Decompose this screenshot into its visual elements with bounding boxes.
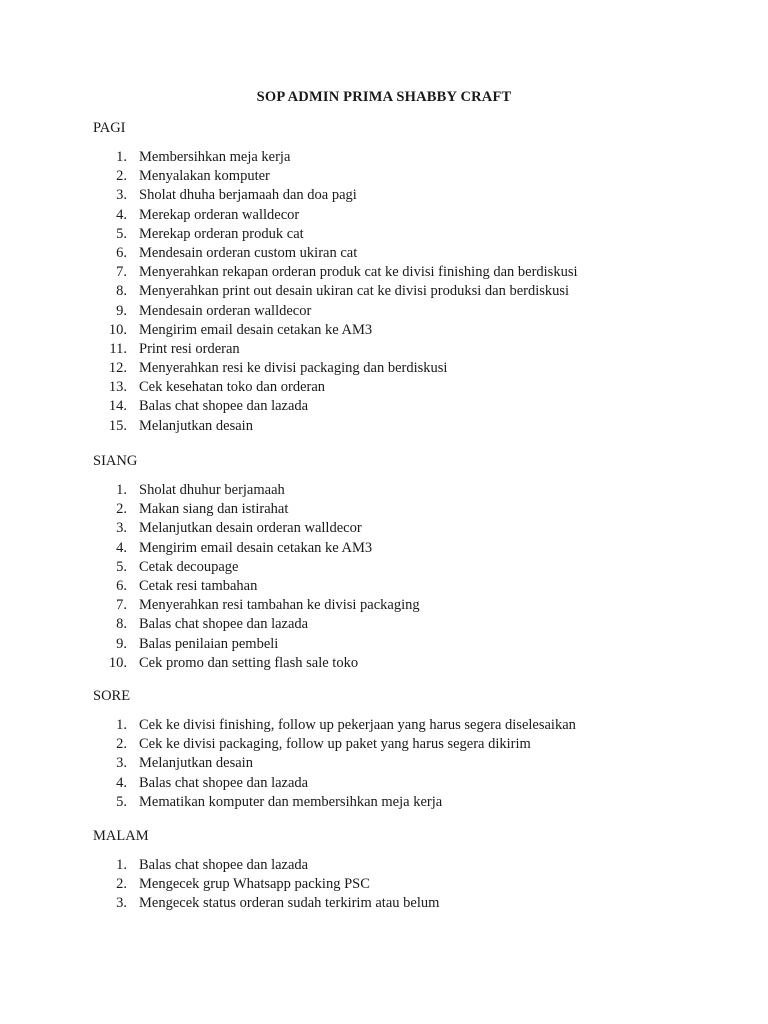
section-heading: SIANG: [93, 453, 138, 469]
item-number: 1.: [116, 857, 127, 873]
item-text: Membersihkan meja kerja: [139, 149, 291, 165]
item-number: 2.: [116, 501, 127, 518]
item-number: 9.: [116, 635, 127, 652]
item-number: 13.: [108, 379, 127, 396]
item-number: 8.: [116, 283, 127, 300]
item-text: Cek promo dan setting flash sale toko: [139, 654, 359, 671]
item-number: 6.: [116, 577, 127, 594]
item-text: Mengirim email desain cetakan ke AM3: [139, 539, 373, 556]
item-number: 2.: [116, 168, 127, 185]
item-number: 1.: [116, 717, 127, 733]
item-number: 15.: [108, 417, 127, 434]
item-text: Menyerahkan rekapan orderan produk cat ke divisi finishing dan berdiskusi: [139, 264, 578, 281]
item-text: Print resi orderan: [139, 340, 240, 357]
item-text: Mengecek grup Whatsapp packing PSC: [139, 876, 370, 893]
item-text: Merekap orderan walldecor: [139, 206, 300, 223]
item-number: 3.: [116, 520, 127, 537]
item-number: 7.: [116, 264, 127, 281]
item-number: 6.: [116, 244, 127, 261]
item-number: 5.: [116, 558, 127, 575]
item-number: 5.: [116, 225, 127, 242]
item-text: Mendesain orderan walldecor: [139, 302, 312, 319]
item-text: Balas penilaian pembeli: [139, 635, 279, 652]
item-text: Menyerahkan resi ke divisi packaging dan berdiskusi: [139, 360, 448, 377]
section-heading: PAGI: [93, 120, 126, 136]
section-heading: SORE: [93, 688, 131, 704]
item-text: Cek kesehatan toko dan orderan: [139, 379, 326, 396]
item-number: 2.: [116, 736, 127, 753]
item-number: 3.: [116, 187, 127, 204]
item-number: 10.: [108, 654, 127, 671]
item-text: Sholat dhuhur berjamaah: [139, 482, 285, 498]
item-text: Cetak resi tambahan: [139, 577, 258, 594]
item-text: Melanjutkan desain: [139, 417, 253, 434]
item-text: Melanjutkan desain orderan walldecor: [139, 520, 362, 537]
item-number: 4.: [116, 539, 127, 556]
item-text: Cek ke divisi finishing, follow up pekerjaan yang harus segera diselesaikan: [139, 717, 576, 733]
item-number: 5.: [116, 793, 127, 810]
item-text: Melanjutkan desain: [139, 755, 253, 772]
item-text: Cetak decoupage: [139, 558, 239, 575]
item-number: 2.: [116, 876, 127, 893]
item-number: 7.: [116, 597, 127, 614]
item-number: 4.: [116, 774, 127, 791]
item-text: Merekap orderan produk cat: [139, 225, 304, 242]
item-number: 3.: [116, 895, 127, 912]
item-number: 11.: [109, 340, 127, 357]
item-text: Balas chat shopee dan lazada: [139, 857, 309, 873]
item-text: Balas chat shopee dan lazada: [139, 616, 309, 633]
item-number: 14.: [108, 398, 127, 415]
item-number: 1.: [116, 482, 127, 498]
item-number: 12.: [108, 360, 127, 377]
item-number: 1.: [116, 149, 127, 165]
item-number: 9.: [116, 302, 127, 319]
item-text: Balas chat shopee dan lazada: [139, 398, 309, 415]
item-text: Menyerahkan resi tambahan ke divisi packaging: [139, 597, 420, 614]
item-text: Mendesain orderan custom ukiran cat: [139, 244, 358, 261]
item-text: Cek ke divisi packaging, follow up paket yang harus segera dikirim: [139, 736, 531, 753]
item-text: Mengecek status orderan sudah terkirim atau belum: [139, 895, 440, 912]
item-text: Mematikan komputer dan membersihkan meja kerja: [139, 793, 443, 810]
item-text: Menyalakan komputer: [139, 168, 270, 185]
item-text: Mengirim email desain cetakan ke AM3: [139, 321, 373, 338]
item-text: Makan siang dan istirahat: [139, 501, 289, 518]
item-text: Sholat dhuha berjamaah dan doa pagi: [139, 187, 357, 204]
section-heading: MALAM: [93, 828, 149, 844]
item-number: 10.: [108, 321, 127, 338]
item-number: 4.: [116, 206, 127, 223]
document-title: SOP ADMIN PRIMA SHABBY CRAFT: [256, 89, 512, 105]
item-text: Balas chat shopee dan lazada: [139, 774, 309, 791]
item-text: Menyerahkan print out desain ukiran cat ke divisi produksi dan berdiskusi: [139, 283, 570, 300]
item-number: 8.: [116, 616, 127, 633]
item-number: 3.: [116, 755, 127, 772]
